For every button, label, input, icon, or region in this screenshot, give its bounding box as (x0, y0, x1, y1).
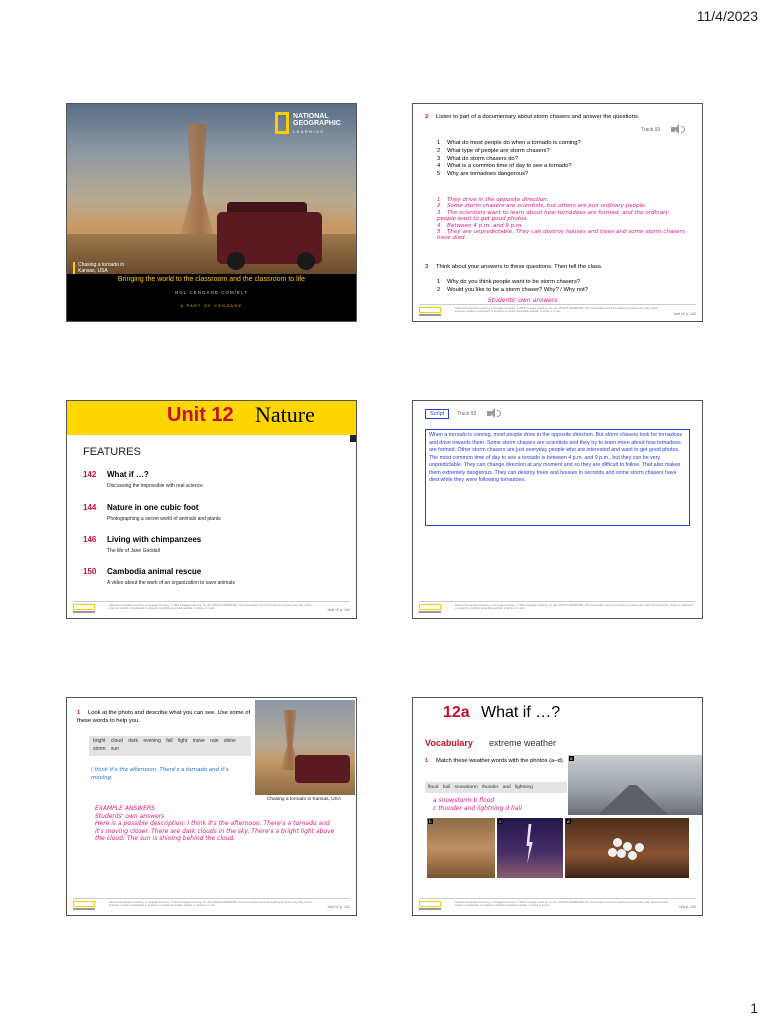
car-wheel (227, 252, 245, 270)
answers-text: Here is a possible description: I think it's the afternoon. There's a tornado and it's moving closer. There are dark clouds in the sky. There's a bright light above the cloud. The sun is shining behind the cloud. (95, 820, 335, 843)
list-item: 1 Why do you think people want to be storm chasers? (437, 279, 581, 285)
script-text: When a tornado is coming, most people drive in the opposite direction. But storm chasers look for tornadoes and drive towards them. Some storm chasers are scientists and they try to learn more about how tornadoes are formed. Other storm chasers are just everyday people who are interested and want to get good photos. The most common time of day to see a tornado is between 4 p.m. and 9 p.m., but they can be very unpredictable. They can change direction at any moment and so they are difficult to follow. That also makes them extremely dangerous. They can destroy trees and houses in seconds and some storm chasers have died while they were following tornadoes. (425, 429, 690, 526)
exercise-3-instruction: 3 Think about your answers to these questions. Then tell the class. (425, 264, 603, 270)
photo-label: a (570, 756, 573, 761)
exercise-number: 1 (425, 758, 429, 764)
list-item: 4 What is a common time of day to see a tornado? (437, 163, 572, 170)
slide-4-script[interactable] (412, 400, 703, 619)
lightning-bolt-icon (523, 824, 537, 864)
legal-text: National Geographic Learning, a Cengage Company. © 2019 Cengage Learning, Inc. ALL RIGHTS RESERVED. This presentation tool is for teaching purposes only; May not be scanned, copied or duplicated, or posted to a publicly accessible website, in whole or in part. (109, 901, 312, 908)
question-list (437, 279, 677, 295)
own-answers: Students' own answers (95, 812, 165, 820)
natgeo-logo-text: NATIONAL GEOGRAPHIC (293, 113, 341, 127)
photo-label: b (429, 819, 432, 824)
word-box: bright cloud dark evening fall light move rain shine storm sun (89, 736, 251, 756)
yellow-frame-icon (275, 112, 289, 134)
natgeo-footer-logo-icon (419, 604, 441, 614)
slide-reference: Unit 12 p. 141 (327, 905, 350, 909)
slide-5-describe-photo[interactable] (66, 697, 357, 916)
features-heading: FEATURES (83, 446, 141, 458)
list-item: 1 What do most people do when a tornado is coming? (437, 140, 581, 146)
list-item: 3 The scientists want to learn about how tornadoes are formed, and the ordinary people want to get good photos. (437, 209, 669, 223)
track-label: Track 93 (457, 411, 477, 417)
list-item: 2 Would you like to be a storm chaser? Why? / Why not? (437, 286, 589, 293)
natgeo-footer-logo-icon (73, 604, 95, 614)
speaker-icon[interactable] (487, 408, 501, 419)
car-wheel (297, 252, 315, 270)
exercise-number: 3 (425, 264, 429, 270)
exercise-1-instruction: 1 Look at the photo and describe what you can see. Use some of these words to help you. (77, 710, 251, 724)
photo-label: c (499, 819, 502, 824)
answers-heading: EXAMPLE ANSWERS (95, 805, 155, 812)
legal-text: National Geographic Learning, a Cengage Company. © 2019 Cengage Learning, Inc. ALL RIGHTS RESERVED. This presentation tool is for teaching purposes only; May not be scanned, copied or duplicated, or posted to a publicly accessible website, in whole or in part. (109, 604, 312, 611)
example-sentence: I think it's the afternoon. There's a tornado and it's moving. (91, 767, 229, 781)
tagline: Bringing the world to the classroom and the classroom to life (117, 276, 306, 283)
list-item: 4 Between 4 p.m. and 9 p.m. (437, 222, 524, 229)
hailstone (613, 838, 622, 847)
hailstone (617, 849, 626, 858)
part-of-cengage: A PART OF CENGAGE (180, 304, 243, 308)
lesson-code: 12a (443, 704, 470, 721)
flood-photo (427, 818, 495, 878)
legal-text: National Geographic Learning, a Cengage Company. © 2019 Cengage Learning, Inc. ALL RIGHTS RESERVED. This presentation tool is for teaching purposes only; May not be scanned, copied or duplicated, or posted to a publicly accessible website, in whole or in part. (455, 307, 658, 314)
exercise-number: 2 (425, 114, 429, 120)
list-item: 2 Some storm chasers are scientists, but others are just ordinary people. (437, 203, 647, 210)
slide-reference: Unit 12 p. 142 (673, 312, 696, 316)
word-box: flood hail snowstorm thunder and lightning (425, 782, 567, 793)
exercise-1-instruction: 1 Match these weather words with the photos (a–d). (425, 758, 565, 764)
slide-footer (419, 601, 696, 615)
speaker-icon[interactable] (671, 124, 685, 135)
example-answers (95, 805, 340, 843)
natgeo-footer-logo-icon (419, 901, 441, 911)
vocabulary-label: Vocabulary (425, 738, 473, 748)
feature-item: 146 Living with chimpanzees The life of Jane Goodall (83, 535, 202, 554)
answer-list (437, 197, 687, 242)
question-list (437, 140, 677, 179)
hailstone (608, 848, 617, 857)
hailstone (628, 851, 637, 860)
exercise-2-instruction: 2 Listen to part of a documentary about storm chasers and answer the questions. (425, 114, 640, 120)
answer-line: a snowstorm b flood (433, 797, 495, 804)
list-item: 1 They drive in the opposite direction. (437, 197, 549, 203)
slide-footer (419, 304, 696, 318)
page-date: 11/4/2023 (696, 8, 758, 24)
natgeo-footer-logo-icon (73, 901, 95, 911)
list-item: 5 They are unpredictable. They can destroy houses and trees and some storm chasers have died. (437, 229, 685, 242)
list-item: 3 What do storm chasers do? (437, 155, 518, 162)
lightning-photo (497, 818, 563, 878)
slide-6-vocabulary[interactable] (412, 697, 703, 916)
answer-line: c thunder and lightning d hail (433, 804, 522, 812)
list-item: 5 Why are tornadoes dangerous? (437, 171, 529, 178)
road (598, 785, 668, 815)
hail-photo (565, 818, 689, 878)
tornado-photo (255, 700, 355, 795)
slide-2-listening[interactable] (412, 103, 703, 322)
list-item: 2 What type of people are storm chasers? (437, 147, 550, 154)
hailstone (635, 843, 644, 852)
photo-caption: Chasing a tornado in Kansas, USA (73, 262, 133, 274)
own-answers: Students' own answers (488, 297, 558, 304)
car (295, 755, 350, 783)
natgeo-logo (275, 112, 353, 140)
feature-item: 144 Nature in one cubic foot Photographing a secret world of animals and plants (83, 503, 221, 522)
vocabulary-topic: extreme weather (489, 738, 557, 748)
answers (433, 797, 573, 812)
website-url: NGL.CENGAGE.COM/ELT (175, 290, 248, 295)
lesson-title: What if …? (481, 704, 561, 721)
feature-item: 150 Cambodia animal rescue A video about the work of an organization to save animals (83, 567, 235, 586)
slide-1-title[interactable] (66, 103, 357, 322)
natgeo-footer-logo-icon (419, 307, 441, 317)
slide-footer (73, 601, 350, 615)
exercise-number: 1 (77, 710, 81, 716)
page-number: 1 (750, 1000, 758, 1016)
track-label: Track 93 (641, 127, 661, 133)
unit-title: Nature (255, 402, 315, 427)
natgeo-logo-learning: LEARNING (293, 129, 325, 134)
slide-reference: 12a p. 142 (679, 905, 696, 909)
slide-reference: Unit 12 p. 141 (327, 608, 350, 612)
snowstorm-photo (568, 755, 702, 815)
slide-footer (419, 898, 696, 912)
slide-3-unit-title[interactable] (66, 400, 357, 619)
legal-text: National Geographic Learning, a Cengage Company. © 2019 Cengage Learning, Inc. ALL RIGHTS RESERVED. This presentation tool is for teaching purposes only; May not be scanned, copied or duplicated, or posted to a publicly accessible website, in whole or in part. (455, 604, 694, 611)
slide-footer (73, 898, 350, 912)
unit-number: Unit 12 (167, 404, 234, 426)
photo-caption: Chasing a tornado in Kansas, USA (266, 797, 342, 802)
legal-text: National Geographic Learning, a Cengage Company. © 2019 Cengage Learning, Inc. ALL RIGHTS RESERVED. This presentation tool is for teaching purposes only; May not be scanned, copied or duplicated, or posted to a publicly accessible website, in whole or in part. (455, 901, 669, 908)
photo-label: d (567, 819, 570, 824)
script-label: Script (425, 409, 449, 419)
feature-item: 142 What if …? Discussing the impossible with real science (83, 470, 203, 489)
